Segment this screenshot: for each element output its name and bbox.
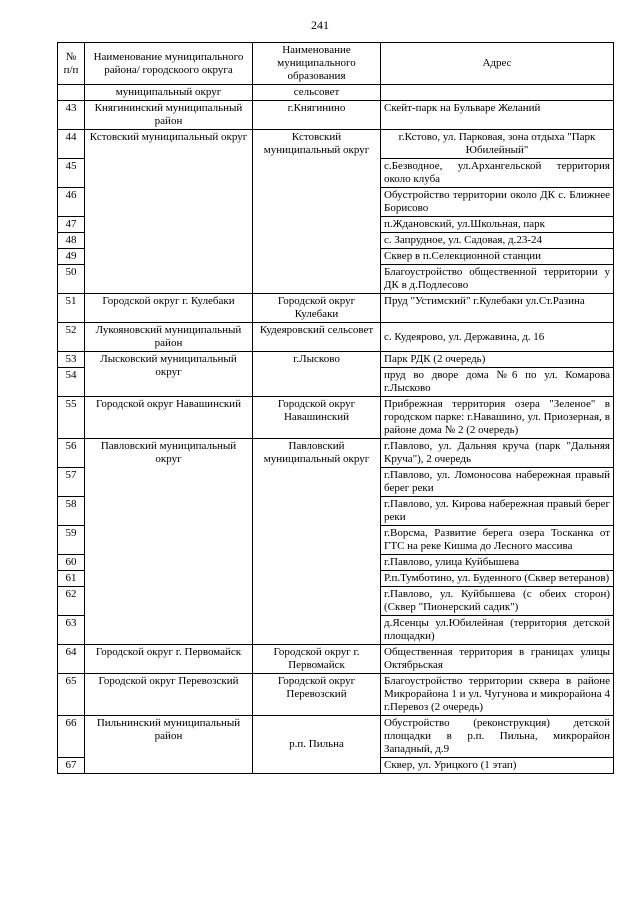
- cell-district: Княгининский муниципальный район: [85, 101, 253, 130]
- cell-num: 67: [58, 758, 85, 774]
- cell-num: 45: [58, 159, 85, 188]
- cell-num: 61: [58, 571, 85, 587]
- cell-formation: Городской округ Кулебаки: [253, 294, 381, 323]
- cell-formation: р.п. Пильна: [253, 716, 381, 774]
- table-row: [58, 294, 614, 323]
- cell-address: Сквер в п.Селекционной станции: [381, 249, 614, 265]
- header-address: Адрес: [381, 43, 614, 85]
- table-row: [58, 101, 614, 130]
- cell-address: г.Павлово, улица Куйбышева: [381, 555, 614, 571]
- cell-address: Благоустройство общественной территории у ДК в д.Подлесово: [381, 265, 614, 294]
- cell-formation: Городской округ Навашинский: [253, 397, 381, 439]
- cell-num: 50: [58, 265, 85, 294]
- cell-num: 55: [58, 397, 85, 439]
- cell-formation: Городской округ Перевозский: [253, 674, 381, 716]
- table-row-continuation: [58, 85, 614, 101]
- cell-district: Городской округ г. Кулебаки: [85, 294, 253, 323]
- cell-num: 43: [58, 101, 85, 130]
- cell-formation: Кстовский муниципальный округ: [253, 130, 381, 294]
- cell-address: Обустройство (реконструкция) детской площадки в р.п. Пильна, микрорайон Западный, д.9: [381, 716, 614, 758]
- cell-address: Скейт-парк на Бульваре Желаний: [381, 101, 614, 130]
- header-district: Наименование муниципального района/ городскоого округа: [85, 43, 253, 85]
- cell-address: г.Ворсма, Развитие берега озера Тосканка от ГТС на реке Кишма до Лесного массива: [381, 526, 614, 555]
- cell-formation: Кудеяровский сельсовет: [253, 323, 381, 352]
- table-row: [58, 397, 614, 439]
- cell-district: Городской округ Навашинский: [85, 397, 253, 439]
- cell-address: Парк РДК (2 очередь): [381, 352, 614, 368]
- address-table: [57, 42, 614, 774]
- cell-num: 48: [58, 233, 85, 249]
- cell-address: Общественная территория в границах улицы Октябрьская: [381, 645, 614, 674]
- cell-district: Лукояновский муниципальный район: [85, 323, 253, 352]
- cell-num: 65: [58, 674, 85, 716]
- cell-address: г.Павлово, ул. Дальняя круча (парк "Дальняя Круча"), 2 очередь: [381, 439, 614, 468]
- cell-address: Р.п.Тумботино, ул. Буденного (Сквер ветеранов): [381, 571, 614, 587]
- table-header-row: [58, 43, 614, 85]
- table-row: [58, 716, 614, 758]
- cell-num: 64: [58, 645, 85, 674]
- cell-num: 66: [58, 716, 85, 758]
- cell-num: 46: [58, 188, 85, 217]
- header-formation: Наименование муниципального образования: [253, 43, 381, 85]
- cell-num: 60: [58, 555, 85, 571]
- cell-district: Кстовский муниципальный округ: [85, 130, 253, 294]
- cell-formation: г.Лысково: [253, 352, 381, 397]
- cell-district: Павловский муниципальный округ: [85, 439, 253, 645]
- cell-district: Городской округ Перевозский: [85, 674, 253, 716]
- cell-num: [58, 85, 85, 101]
- cell-address: г.Павлово, ул. Кирова набережная правый берег реки: [381, 497, 614, 526]
- cell-address: г.Павлово, ул. Ломоносова набережная правый берег реки: [381, 468, 614, 497]
- cell-address: г.Кстово, ул. Парковая, зона отдыха "Парк Юбилейный": [381, 130, 614, 159]
- cell-district: Городской округ г. Первомайск: [85, 645, 253, 674]
- cell-num: 62: [58, 587, 85, 616]
- cell-num: 47: [58, 217, 85, 233]
- cell-num: 52: [58, 323, 85, 352]
- cell-address: г.Павлово, ул. Куйбышева (с обеих сторон) (Сквер "Пионерский садик"): [381, 587, 614, 616]
- cell-address: [381, 85, 614, 101]
- cell-formation: Павловский муниципальный округ: [253, 439, 381, 645]
- cell-num: 63: [58, 616, 85, 645]
- cell-num: 58: [58, 497, 85, 526]
- cell-num: 49: [58, 249, 85, 265]
- table-row: [58, 130, 614, 159]
- table-row: [58, 323, 614, 352]
- table-row: [58, 645, 614, 674]
- cell-formation: г.Княгинино: [253, 101, 381, 130]
- header-num: № п/п: [58, 43, 85, 85]
- cell-address: с.Безводное, ул.Архангельской территория около клуба: [381, 159, 614, 188]
- cell-address: д.Ясенцы ул.Юбилейная (территория детской площадки): [381, 616, 614, 645]
- cell-num: 53: [58, 352, 85, 368]
- table-row: [58, 352, 614, 368]
- cell-address: пруд во дворе дома №6 по ул. Комарова г.Лысково: [381, 368, 614, 397]
- cell-formation: Городской округ г. Первомайск: [253, 645, 381, 674]
- cell-address: Обустройство территории около ДК с. Ближнее Борисово: [381, 188, 614, 217]
- cell-district: Пильнинский муниципальный район: [85, 716, 253, 774]
- cell-district: муниципальный округ: [85, 85, 253, 101]
- table-row: [58, 674, 614, 716]
- cell-address: Сквер, ул. Урицкого (1 этап): [381, 758, 614, 774]
- cell-address: Прибрежная территория озера "Зеленое" в городском парке: г.Навашино, ул. Приозерная, в районе дома № 2 (2 очередь): [381, 397, 614, 439]
- cell-num: 57: [58, 468, 85, 497]
- cell-address: п.Ждановский, ул.Школьная, парк: [381, 217, 614, 233]
- cell-address: с. Запрудное, ул. Садовая, д.23-24: [381, 233, 614, 249]
- cell-formation: сельсовет: [253, 85, 381, 101]
- cell-address: Благоустройство территории сквера в районе Микрорайона 1 и ул. Чугунова и микрорайона 4 г.Перевоз (2 очередь): [381, 674, 614, 716]
- cell-district: Лысковский муниципальный округ: [85, 352, 253, 397]
- cell-num: 56: [58, 439, 85, 468]
- page-number: 241: [311, 18, 329, 32]
- cell-address: Пруд "Устимский" г.Кулебаки ул.Ст.Разина: [381, 294, 614, 323]
- cell-num: 54: [58, 368, 85, 397]
- cell-num: 59: [58, 526, 85, 555]
- table-row: [58, 439, 614, 468]
- cell-num: 44: [58, 130, 85, 159]
- cell-num: 51: [58, 294, 85, 323]
- cell-address: с. Кудеярово, ул. Державина, д. 16: [381, 323, 614, 352]
